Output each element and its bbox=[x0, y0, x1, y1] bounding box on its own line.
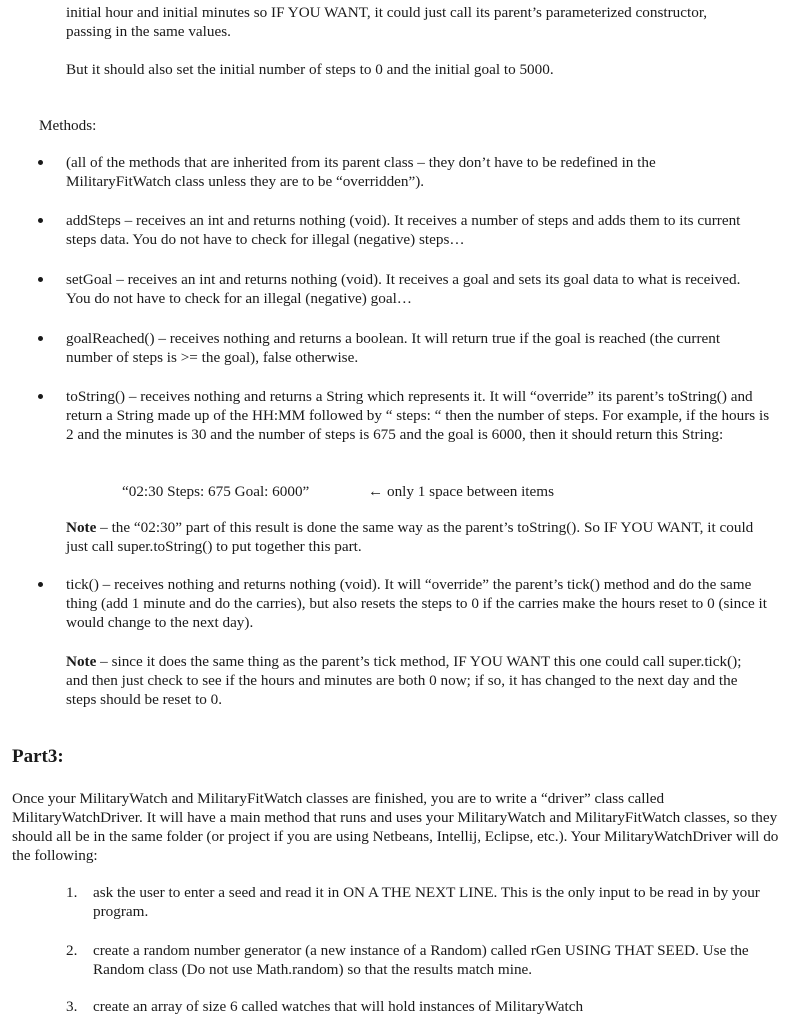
part3-heading: Part3: bbox=[12, 746, 64, 767]
note-tick bbox=[66, 652, 766, 709]
bullet-goalreached: goalReached() – receives nothing and returns a boolean. It will return true if the goal is reached (the current number of steps is >= the goal), false otherwise. bbox=[66, 330, 721, 366]
step-item: ask the user to enter a seed and read it in ON A THE NEXT LINE. This is the only input to be read in by your program. bbox=[93, 884, 760, 920]
intro-line-2: passing in the same values. bbox=[66, 23, 231, 40]
bullet-tostring: toString() – receives nothing and returns a String which represents it. It will “override” its parent’s toString() and return a String made up of the HH:MM followed by “ steps: “ then the number of steps. For example, if the hours is 2 and the minutes is 30 and the number of steps is 675 and the goal is 6000, then it should return this String: bbox=[66, 388, 770, 443]
bullet-dot bbox=[38, 277, 43, 282]
methods-label: Methods: bbox=[39, 117, 97, 134]
steps-goal-sentence: But it should also set the initial number of steps to 0 and the initial goal to 5000. bbox=[66, 61, 554, 78]
step-number: 3. bbox=[66, 998, 78, 1015]
part3-intro: Once your MilitaryWatch and MilitaryFitWatch classes are finished, you are to write a “driver” class called MilitaryWatchDriver. It will have a main method that runs and uses your MilitaryWatch and MilitaryFitWatch classes, so they should all be in the same folder (or project if you are using Netbeans, Intellij, Eclipse, etc.). Your MilitaryWatchDriver will do the following: bbox=[12, 790, 779, 864]
bullet-tick: tick() – receives nothing and returns nothing (void). It will “override” the parent’s tick() method and do the same thing (add 1 minute and do the carries), but also resets the steps to 0 if the carries make the hours reset to 0 (since it would change to the next day). bbox=[66, 576, 767, 631]
bullet-dot bbox=[38, 218, 43, 223]
step-item: create an array of size 6 called watches that will hold instances of MilitaryWatch bbox=[93, 998, 584, 1015]
bullet-dot bbox=[38, 582, 43, 587]
arrow-note: ← only 1 space between items bbox=[368, 483, 554, 500]
step-item: create a random number generator (a new instance of a Random) called rGen USING THAT SEED. Use the Random class (Do not use Math.random) so that the results match mine. bbox=[93, 942, 749, 978]
intro-line-1: initial hour and initial minutes so IF YOU WANT, it could just call its parent’s parameterized constructor, bbox=[66, 4, 708, 21]
note-label: Note bbox=[66, 519, 97, 536]
bullet-inherited-methods: (all of the methods that are inherited from its parent class – they don’t have to be redefined in the MilitaryFitWatch class unless they are to be “overridden”). bbox=[66, 154, 656, 190]
bullet-setgoal: setGoal – receives an int and returns nothing (void). It receives a goal and sets its goal data to what is received. You do not have to check for an illegal (negative) goal… bbox=[66, 271, 741, 307]
note-text: – since it does the same thing as the parent’s tick method, IF YOU WANT this one could call super.tick(); and then just check to see if the hours and minutes are both 0 now; if so, it has changed to the next day and the steps should be reset to 0. bbox=[66, 653, 742, 708]
example-string: “02:30 Steps: 675 Goal: 6000” bbox=[122, 483, 310, 500]
step-number: 2. bbox=[66, 942, 78, 959]
note-label: Note bbox=[66, 653, 97, 670]
note-text: – the “02:30” part of this result is done the same way as the parent’s toString(). So IF YOU WANT, it could just call super.toString() to put together this part. bbox=[66, 519, 754, 555]
bullet-dot bbox=[38, 160, 43, 165]
step-number: 1. bbox=[66, 884, 78, 901]
bullet-dot bbox=[38, 394, 43, 399]
note-tostring bbox=[66, 518, 778, 556]
bullet-addsteps: addSteps – receives an int and returns nothing (void). It receives a number of steps and adds them to its current steps data. You do not have to check for illegal (negative) steps… bbox=[66, 212, 741, 248]
bullet-dot bbox=[38, 336, 43, 341]
